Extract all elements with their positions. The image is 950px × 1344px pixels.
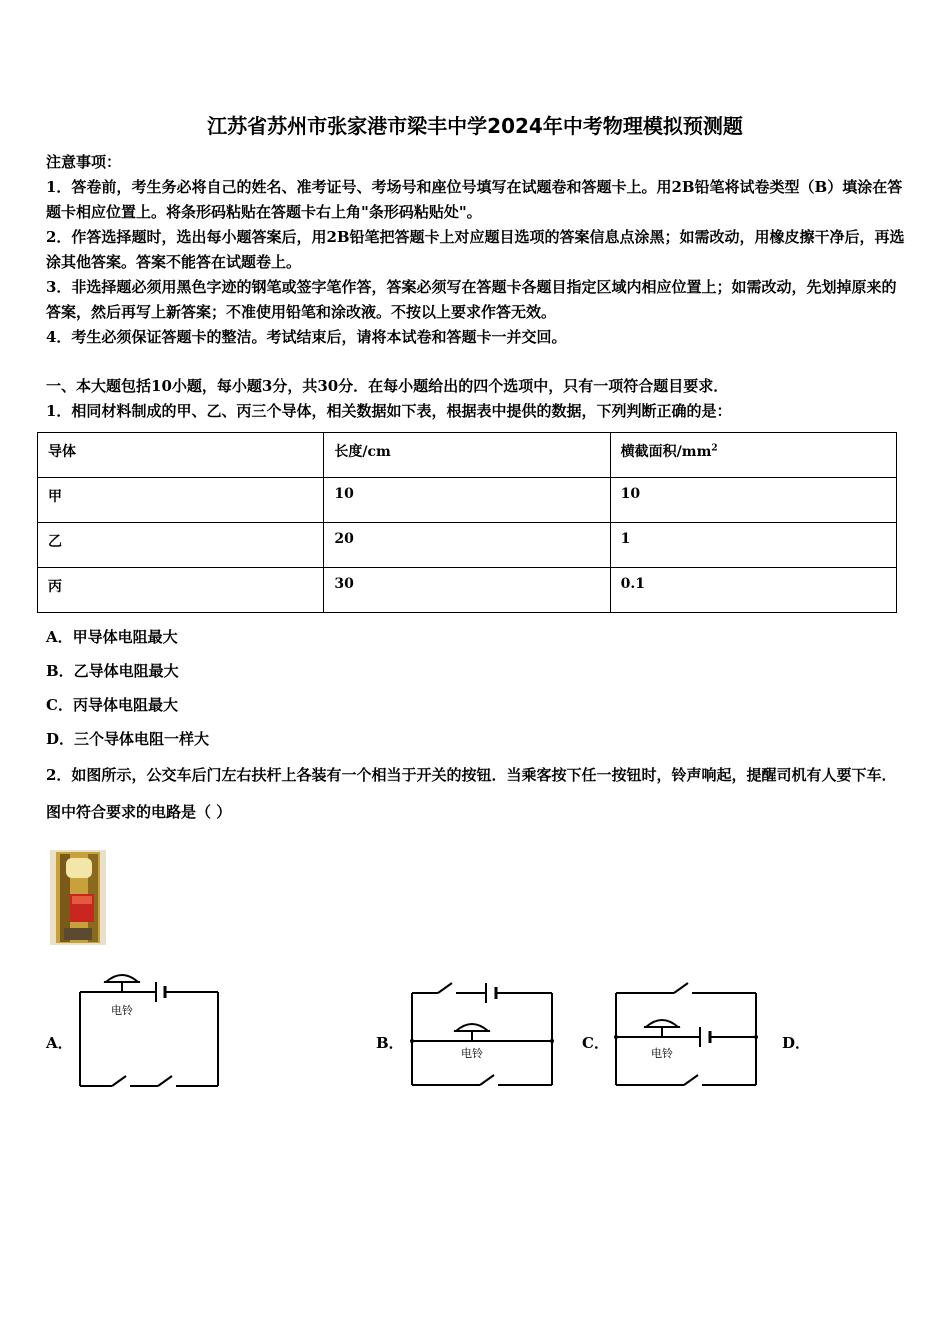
option-d: D．三个导体电阻一样大 <box>46 730 210 748</box>
conductor-table <box>37 432 897 613</box>
circuit-a <box>76 968 226 1093</box>
circuit-label-c: C． <box>582 1034 609 1052</box>
bell-label: 电铃 <box>651 1047 673 1060</box>
notice-item: 3．非选择题必须用黑色字迹的钢笔或签字笔作答，答案必须写在答题卡各题目指定区域内相应位置上；如需改动，先划掉原来的答案，然后再写上新答案；不准使用铅笔和涂改液。不按以上要求作答无效。 <box>46 278 897 321</box>
option-a: A．甲导体电阻最大 <box>46 628 178 646</box>
table-cell: 20 <box>324 523 610 568</box>
question-1-text: 1．相同材料制成的甲、乙、丙三个导体，相关数据如下表，根据表中提供的数据，下列判断正确的是： <box>46 402 732 420</box>
circuit-label-d: D． <box>782 1034 811 1052</box>
table-row <box>38 478 897 523</box>
table-cell: 乙 <box>38 523 324 568</box>
table-header-row <box>38 433 897 478</box>
bus-button-photo <box>50 850 106 945</box>
table-cell: 10 <box>324 478 610 523</box>
page-title: 江苏省苏州市张家港市梁丰中学2024年中考物理模拟预测题 <box>207 114 743 138</box>
table-cell: 丙 <box>38 568 324 613</box>
table-cell: 甲 <box>38 478 324 523</box>
circuit-label-a: A． <box>46 1034 73 1052</box>
option-b: B．乙导体电阻最大 <box>46 662 179 680</box>
table-cell: 1 <box>610 523 896 568</box>
bell-label: 电铃 <box>461 1047 483 1060</box>
table-row <box>38 568 897 613</box>
section-heading: 一、本大题包括10小题，每小题3分，共30分．在每小题给出的四个选项中，只有一项符合题目要求． <box>46 377 729 395</box>
notice-heading: 注意事项： <box>46 153 122 171</box>
header-area-text: 横截面积/mm <box>620 444 712 460</box>
notice-item: 1．答卷前，考生务必将自己的姓名、准考证号、考场号和座位号填写在试题卷和答题卡上。用2B铅笔将试卷类型（B）填涂在答题卡相应位置上。将条形码粘贴在答题卡右上角"条形码粘贴处"。 <box>46 178 903 221</box>
notice-item: 4．考生必须保证答题卡的整洁。考试结束后，请将本试卷和答题卡一并交回。 <box>46 328 567 346</box>
bell-label: 电铃 <box>111 1004 133 1017</box>
circuit-c <box>612 975 762 1095</box>
notice-item: 2．作答选择题时，选出每小题答案后，用2B铅笔把答题卡上对应题目选项的答案信息点涂黑；如需改动，用橡皮擦干净后，再选涂其他答案。答案不能答在试题卷上。 <box>46 228 905 271</box>
table-cell: 10 <box>610 478 896 523</box>
table-header-cell: 导体 <box>38 433 324 478</box>
bell-icon <box>644 1020 680 1037</box>
superscript: 2 <box>711 443 718 454</box>
option-c: C．丙导体电阻最大 <box>46 696 178 714</box>
circuit-b <box>408 975 558 1095</box>
table-cell: 0.1 <box>610 568 896 613</box>
question-2-text: 2．如图所示，公交车后门左右扶杆上各装有一个相当于开关的按钮．当乘客按下任一按钮时，铃声响起，提醒司机有人要下车．图中符合要求的电路是（ ） <box>46 766 897 821</box>
table-header-cell <box>610 433 896 478</box>
bell-icon <box>104 975 140 992</box>
table-cell: 30 <box>324 568 610 613</box>
table-header-cell: 长度/cm <box>324 433 610 478</box>
notice-block <box>46 150 906 350</box>
bell-icon <box>454 1024 490 1041</box>
table-row <box>38 523 897 568</box>
circuit-label-b: B． <box>376 1034 404 1052</box>
